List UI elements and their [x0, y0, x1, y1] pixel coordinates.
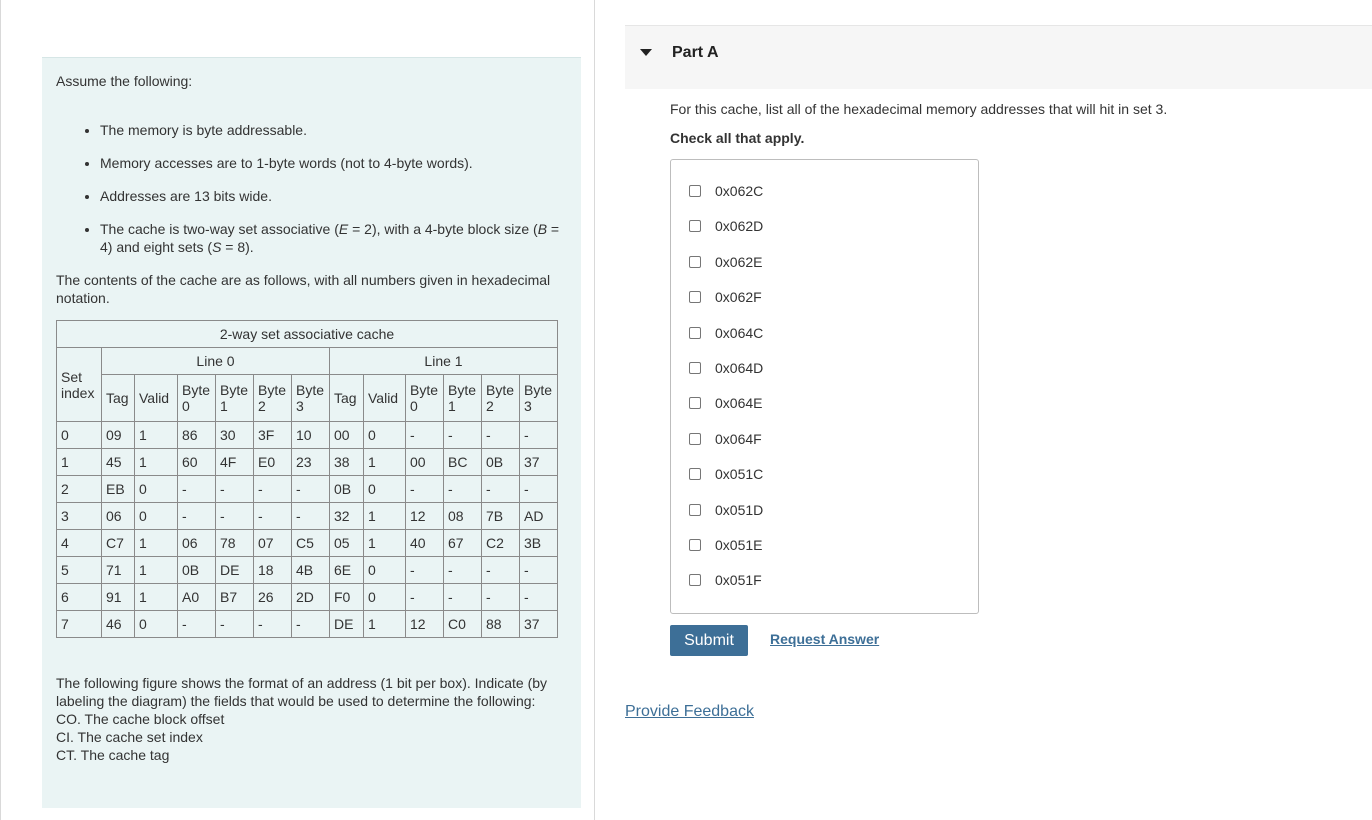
- table-cell: 0: [135, 476, 178, 503]
- table-cell: BC: [444, 449, 482, 476]
- table-cell: 46: [102, 611, 135, 638]
- table-cell: 2D: [292, 584, 330, 611]
- table-cell: -: [482, 476, 520, 503]
- table-cell: AD: [520, 503, 558, 530]
- field-def-ci: CI. The cache set index: [56, 729, 203, 745]
- table-cell: 10: [292, 422, 330, 449]
- table-cell: 37: [520, 611, 558, 638]
- table-row: [57, 449, 558, 476]
- table-cell: 0: [135, 503, 178, 530]
- table-cell: 00: [406, 449, 444, 476]
- table-cell: 05: [330, 530, 364, 557]
- table-cell: DE: [330, 611, 364, 638]
- table-cell: 4F: [216, 449, 254, 476]
- checkbox[interactable]: [689, 433, 701, 445]
- table-cell: 26: [254, 584, 292, 611]
- option-label: 0x062D: [715, 218, 764, 235]
- table-row: [57, 611, 558, 638]
- table-cell: A0: [178, 584, 216, 611]
- table-cell: 1: [135, 422, 178, 449]
- contents-text: The contents of the cache are as follows, with all numbers given in hexadecimal notation.: [56, 272, 551, 306]
- table-cell: 07: [254, 530, 292, 557]
- table-cell: 6: [57, 584, 102, 611]
- option-0x062c[interactable]: [689, 181, 763, 201]
- byte-header: Byte 1: [216, 375, 254, 422]
- table-cell: 30: [216, 422, 254, 449]
- table-cell: 40: [406, 530, 444, 557]
- table-cell: 88: [482, 611, 520, 638]
- table-cell: 2: [57, 476, 102, 503]
- table-cell: 08: [444, 503, 482, 530]
- options-box: [670, 159, 979, 614]
- table-cell: -: [406, 584, 444, 611]
- provide-feedback-link[interactable]: Provide Feedback: [625, 703, 754, 720]
- cache-table-body: [57, 422, 558, 638]
- field-def-co: CO. The cache block offset: [56, 711, 225, 727]
- submit-button[interactable]: Submit: [670, 625, 748, 656]
- problem-pane: [0, 0, 595, 820]
- checkbox[interactable]: [689, 468, 701, 480]
- table-cell: 71: [102, 557, 135, 584]
- table-cell: EB: [102, 476, 135, 503]
- option-0x051c[interactable]: [689, 464, 763, 484]
- instruction-text: Check all that apply.: [670, 130, 805, 146]
- table-cell: 0: [364, 584, 406, 611]
- table-cell: -: [520, 557, 558, 584]
- table-row: [57, 476, 558, 503]
- table-cell: 1: [135, 584, 178, 611]
- figure-description: [56, 674, 567, 764]
- table-cell: 1: [364, 611, 406, 638]
- table-cell: -: [216, 476, 254, 503]
- table-cell: 38: [330, 449, 364, 476]
- table-cell: 0: [364, 422, 406, 449]
- assumption-item: • The memory is byte addressable.: [100, 121, 567, 139]
- table-cell: 1: [364, 530, 406, 557]
- table-cell: -: [444, 422, 482, 449]
- table-cell: 7: [57, 611, 102, 638]
- table-cell: 60: [178, 449, 216, 476]
- table-cell: 12: [406, 503, 444, 530]
- table-cell: 1: [135, 449, 178, 476]
- table-cell: E0: [254, 449, 292, 476]
- checkbox[interactable]: [689, 362, 701, 374]
- table-row: [57, 503, 558, 530]
- table-cell: 06: [102, 503, 135, 530]
- table-cell: 32: [330, 503, 364, 530]
- cache-table: [56, 320, 558, 638]
- table-cell: 1: [135, 530, 178, 557]
- field-def-ct: CT. The cache tag: [56, 747, 170, 763]
- valid-header: Valid: [364, 375, 406, 422]
- table-cell: 5: [57, 557, 102, 584]
- table-cell: -: [520, 584, 558, 611]
- option-0x064e[interactable]: [689, 393, 762, 413]
- option-0x051d[interactable]: [689, 500, 763, 520]
- table-cell: -: [292, 476, 330, 503]
- table-cell: -: [216, 611, 254, 638]
- table-cell: C7: [102, 530, 135, 557]
- table-row: [57, 530, 558, 557]
- table-cell: 6E: [330, 557, 364, 584]
- option-0x064c[interactable]: [689, 323, 763, 343]
- byte-header: Byte 0: [406, 375, 444, 422]
- byte-header: Byte 2: [482, 375, 520, 422]
- part-title: Part A: [672, 44, 719, 61]
- valid-header: Valid: [135, 375, 178, 422]
- table-cell: -: [254, 611, 292, 638]
- assumptions-list: [56, 121, 567, 256]
- table-cell: B7: [216, 584, 254, 611]
- table-cell: 23: [292, 449, 330, 476]
- table-cell: 09: [102, 422, 135, 449]
- table-row: [57, 584, 558, 611]
- table-cell: -: [406, 422, 444, 449]
- table-cell: 0B: [482, 449, 520, 476]
- table-cell: F0: [330, 584, 364, 611]
- checkbox[interactable]: [689, 185, 701, 197]
- checkbox[interactable]: [689, 539, 701, 551]
- table-cell: -: [482, 557, 520, 584]
- line1-header: Line 1: [330, 348, 558, 375]
- byte-header: Byte 2: [254, 375, 292, 422]
- table-cell: 1: [135, 557, 178, 584]
- table-cell: -: [444, 557, 482, 584]
- table-cell: -: [254, 503, 292, 530]
- table-cell: -: [406, 476, 444, 503]
- checkbox[interactable]: [689, 291, 701, 303]
- table-cell: -: [520, 422, 558, 449]
- assumption-item: • Memory accesses are to 1-byte words (not to 4-byte words).: [100, 154, 567, 172]
- table-cell: -: [444, 476, 482, 503]
- table-cell: -: [520, 476, 558, 503]
- table-cell: 37: [520, 449, 558, 476]
- table-caption: 2-way set associative cache: [57, 321, 558, 348]
- table-cell: 7B: [482, 503, 520, 530]
- option-0x064d[interactable]: [689, 358, 763, 378]
- table-cell: 0: [364, 476, 406, 503]
- option-0x062d[interactable]: [689, 216, 763, 236]
- table-cell: 3: [57, 503, 102, 530]
- byte-header: Byte 1: [444, 375, 482, 422]
- table-cell: -: [292, 611, 330, 638]
- option-label: 0x064C: [715, 324, 764, 341]
- table-cell: -: [178, 503, 216, 530]
- option-0x064f[interactable]: [689, 429, 762, 449]
- option-0x062f[interactable]: [689, 287, 762, 307]
- table-cell: 4B: [292, 557, 330, 584]
- table-cell: 18: [254, 557, 292, 584]
- byte-header: Byte 0: [178, 375, 216, 422]
- table-cell: -: [292, 503, 330, 530]
- table-cell: -: [482, 422, 520, 449]
- line0-header: Line 0: [102, 348, 330, 375]
- table-cell: 0B: [178, 557, 216, 584]
- table-row: [57, 422, 558, 449]
- table-cell: 78: [216, 530, 254, 557]
- question-text: For this cache, list all of the hexadecimal memory addresses that will hit in set 3.: [670, 101, 1168, 117]
- checkbox[interactable]: [689, 256, 701, 268]
- table-row: [57, 557, 558, 584]
- figure-text: The following figure shows the format of an address (1 bit per box). Indicate (by labeling the diagram) the fields that would be used to determine the following:: [56, 675, 548, 709]
- table-cell: 45: [102, 449, 135, 476]
- option-label: 0x051D: [715, 501, 764, 518]
- option-0x051e[interactable]: [689, 535, 762, 555]
- table-cell: 06: [178, 530, 216, 557]
- option-label: 0x051F: [715, 572, 762, 589]
- table-cell: 0: [57, 422, 102, 449]
- tag-header: Tag: [330, 375, 364, 422]
- table-cell: 0B: [330, 476, 364, 503]
- option-0x062e[interactable]: [689, 252, 762, 272]
- table-cell: C2: [482, 530, 520, 557]
- table-cell: 12: [406, 611, 444, 638]
- table-cell: C0: [444, 611, 482, 638]
- option-label: 0x064F: [715, 430, 762, 447]
- table-cell: -: [406, 557, 444, 584]
- option-label: 0x062E: [715, 253, 763, 270]
- set-index-header: Set index: [57, 348, 102, 422]
- table-cell: -: [444, 584, 482, 611]
- intro-text: Assume the following:: [56, 73, 193, 89]
- option-label: 0x064D: [715, 360, 764, 376]
- table-cell: -: [178, 611, 216, 638]
- table-cell: 4: [57, 530, 102, 557]
- table-cell: 67: [444, 530, 482, 557]
- table-cell: 1: [364, 449, 406, 476]
- checkbox[interactable]: [689, 574, 701, 586]
- table-cell: 3F: [254, 422, 292, 449]
- option-label: 0x062F: [715, 289, 762, 306]
- assumption-item: • Addresses are 13 bits wide.: [100, 187, 567, 205]
- option-0x051f[interactable]: [689, 570, 762, 590]
- table-cell: C5: [292, 530, 330, 557]
- byte-header: Byte 3: [292, 375, 330, 422]
- byte-header: Byte 3: [520, 375, 558, 422]
- option-label: 0x062C: [715, 183, 764, 199]
- part-a-header[interactable]: [625, 25, 1372, 89]
- table-cell: DE: [216, 557, 254, 584]
- request-answer-link[interactable]: Request Answer: [770, 631, 880, 647]
- table-cell: 00: [330, 422, 364, 449]
- tag-header: Tag: [102, 375, 135, 422]
- option-label: 0x051E: [715, 537, 763, 553]
- table-cell: -: [178, 476, 216, 503]
- table-cell: 3B: [520, 530, 558, 557]
- problem-statement: [42, 57, 581, 808]
- checkbox[interactable]: [689, 327, 701, 339]
- table-cell: -: [254, 476, 292, 503]
- table-cell: -: [216, 503, 254, 530]
- table-cell: 86: [178, 422, 216, 449]
- table-cell: 91: [102, 584, 135, 611]
- table-cell: 0: [135, 611, 178, 638]
- table-cell: 1: [364, 503, 406, 530]
- assumption-item: • The cache is two-way set associative (E = 2), with a 4-byte block size (B = 4) and eight sets (S = 8).: [100, 220, 567, 256]
- option-label: 0x064E: [715, 395, 763, 412]
- table-cell: 1: [57, 449, 102, 476]
- table-cell: 0: [364, 557, 406, 584]
- checkbox[interactable]: [689, 504, 701, 516]
- checkbox[interactable]: [689, 220, 701, 232]
- table-cell: -: [482, 584, 520, 611]
- caret-down-icon[interactable]: [640, 49, 652, 56]
- option-label: 0x051C: [715, 466, 764, 483]
- checkbox[interactable]: [689, 397, 701, 409]
